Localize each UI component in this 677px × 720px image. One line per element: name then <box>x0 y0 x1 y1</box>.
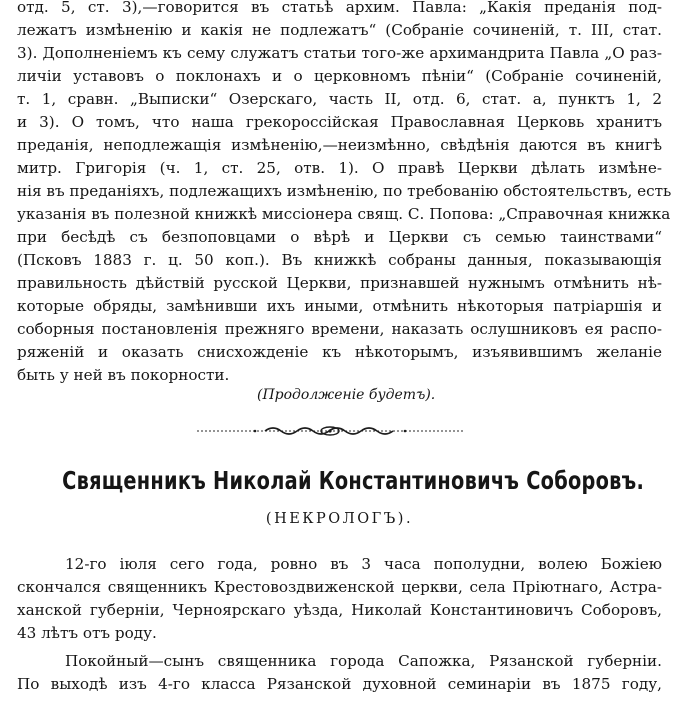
divider-ornament <box>195 424 465 438</box>
text-line: личіи уставовъ о поклонахъ и о церковномъ пѣніи“ (Собраніе сочиненій, <box>17 67 662 85</box>
text-line: 12-го іюля сего года, ровно въ 3 часа пополудни, волею Божіею <box>65 555 662 573</box>
text-line: и 3). О томъ, что наша грекороссійская Православная Церковь хранитъ <box>17 113 662 131</box>
text-line: По выходѣ изъ 4-го класса Рязанской духовной семинаріи въ 1875 году, <box>17 675 662 693</box>
text-line: преданія, неподлежащія измѣненію,—неизмѣнно, свѣдѣнія даются въ книгѣ <box>17 136 662 154</box>
text-line: указанія въ полезной книжкѣ миссіонера свящ. С. Попова: „Справочная книжка <box>17 205 671 223</box>
text-line: ряженій и оказать снисхожденіе къ нѣкоторымъ, изъявившимъ желаніе <box>17 343 662 361</box>
text-line: 3). Дополненіемъ къ сему служатъ статьи того-же архимандрита Павла „О раз- <box>17 44 662 62</box>
text-line: соборныя постановленія прежняго времени, наказать ослушниковъ ея распо- <box>17 320 662 338</box>
text-line: митр. Григорія (ч. 1, ст. 25, отв. 1). О правѣ Церкви дѣлать измѣне- <box>17 159 662 177</box>
text-line-last: 43 лѣтъ отъ роду. <box>17 624 157 642</box>
obituary-title: Священникъ Николай Константиновичъ Соборовъ. <box>62 466 645 495</box>
text-line: (Псковъ 1883 г. ц. 50 коп.). Въ книжкѣ собраны данныя, показывающія <box>17 251 662 269</box>
text-line: при бесѣдѣ съ безпоповцами о вѣрѣ и Церкви съ семью таинствами“ <box>17 228 662 246</box>
text-line: которые обряды, замѣнивши ихъ иными, отмѣнить нѣкоторыя патріаршія и <box>17 297 662 315</box>
continuation-note: (Продолженіе будетъ). <box>257 387 436 403</box>
text-line-last: быть у ней въ покорности. <box>17 366 230 384</box>
text-line: нія въ преданіяхъ, подлежащихъ измѣненію, по требованію обстоятельствъ, есть <box>17 182 672 200</box>
text-line: скончался священникъ Крестовоздвиженской церкви, села Пріютнаго, Астра- <box>17 578 662 596</box>
text-line: правильность дѣйствій русской Церкви, признавшей нужнымъ отмѣнить нѣ- <box>17 274 662 292</box>
text-line: Покойный—сынъ священника города Сапожка, Рязанской губерніи. <box>65 652 662 670</box>
obituary-subtitle: (НЕКРОЛОГЪ). <box>265 511 414 527</box>
text-line: т. 1, сравн. „Выписки“ Озерскаго, часть II, отд. 6, стат. а, пунктъ 1, 2 <box>17 90 662 108</box>
text-line: ханской губерніи, Черноярскаго уѣзда, Николай Константиновичъ Соборовъ, <box>17 601 662 619</box>
text-line: лежатъ измѣненію и какія не подлежатъ“ (Собраніе сочиненій, т. III, стат. <box>17 21 662 39</box>
text-line: отд. 5, ст. 3),—говорится въ статьѣ архим. Павла: „Какія преданія под- <box>17 0 662 16</box>
